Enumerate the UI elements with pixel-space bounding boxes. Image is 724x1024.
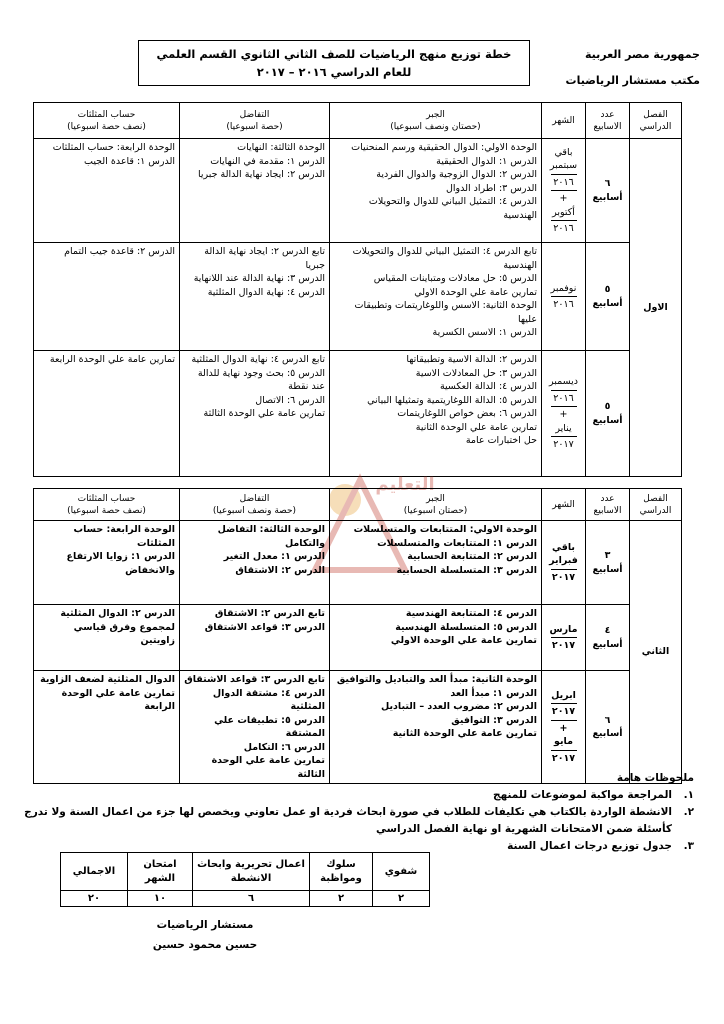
lesson-line: الوحدة الاولي: المتتابعات والمتسلسلات xyxy=(353,524,537,535)
col-weeks: عدد الاسابيع xyxy=(586,489,630,521)
month-name: يناير xyxy=(555,422,572,434)
lesson-line: الدرس ١: الدوال الحقيقية xyxy=(436,155,537,167)
grade-header: امتحان الشهر xyxy=(128,853,193,891)
lesson-line: الدرس ١: الاسس الكسرية xyxy=(432,327,537,338)
title-box xyxy=(138,40,530,86)
calculus-cell xyxy=(180,521,330,605)
col-semester: الفصل الدراسي xyxy=(630,103,682,139)
divider xyxy=(551,220,577,221)
weeks-number: ٦ xyxy=(604,714,611,726)
month-cell xyxy=(542,243,586,351)
lesson-line: الوحدة الثانية: الاسس واللوغاريتمات وتطبيقات عليها xyxy=(354,300,537,325)
weeks-cell xyxy=(586,521,630,605)
weeks-cell xyxy=(586,351,630,477)
month-name: باقي فبراير xyxy=(549,541,578,567)
lesson-line: تمارين عامة علي الوحدة الاولي xyxy=(414,286,537,298)
weeks-cell xyxy=(586,605,630,671)
divider xyxy=(551,569,577,570)
weeks-number: ٥ xyxy=(604,401,611,412)
lesson-line: الوحدة الرابعة: حساب المثلثات xyxy=(73,524,175,549)
lesson-line: الدرس ١: مقدمة في النهايات xyxy=(210,155,325,167)
grade-header: الاجمالي xyxy=(61,853,128,891)
calculus-cell xyxy=(180,605,330,671)
lesson-line: تمارين عامة علي الوحدة الاولي xyxy=(390,635,537,646)
divider xyxy=(551,703,577,704)
lesson-line: الدرس ٤: المتتابعة الهندسية xyxy=(405,608,537,619)
algebra-cell xyxy=(330,351,542,477)
grades-values-row xyxy=(61,891,430,907)
plus-sign: + xyxy=(559,193,568,204)
grades-table xyxy=(60,852,430,907)
lesson-line: الدرس ١: زوايا الارتفاع والانخفاض xyxy=(66,551,175,576)
calculus-cell xyxy=(180,671,330,784)
plan-row xyxy=(34,139,682,243)
month-name: ديسمبر xyxy=(549,376,578,388)
algebra-cell xyxy=(330,139,542,243)
col-trig: حساب المثلثات (نصف حصة اسبوعيا) xyxy=(34,489,180,521)
lesson-line: الوحدة الثانية: مبدأ العد والتباديل والتوافيق xyxy=(336,674,537,685)
lesson-line: الدرس ٣: قواعد الاشتقاق xyxy=(204,621,325,633)
lesson-line: تمارين عامة علي الوحدة الثالثة xyxy=(211,755,325,780)
lesson-line: الدرس ٤: نهاية الدوال المثلثية xyxy=(207,286,325,298)
col-calculus: التفاضل (حصة ونصف اسبوعيا) xyxy=(180,489,330,521)
lesson-line: الوحدة الثالثة: التفاضل والتكامل xyxy=(217,524,325,549)
trig-cell xyxy=(34,671,180,784)
col-algebra: الجبر (حصتان اسبوعيا) xyxy=(330,489,542,521)
lesson-line: تابع الدرس ٢: الاشتقاق xyxy=(214,608,325,619)
weeks-label: أسابيع xyxy=(592,414,623,426)
semester-cell: الاول xyxy=(630,139,682,477)
calculus-cell xyxy=(180,139,330,243)
header-org xyxy=(540,42,700,94)
grade-header: سلوك ومواظبة xyxy=(310,853,373,891)
weeks-number: ٥ xyxy=(604,284,611,295)
month-cell xyxy=(542,671,586,784)
weeks-label: أسابيع xyxy=(592,728,623,739)
doc-year: للعام الدراسي ٢٠١٦ – ٢٠١٧ xyxy=(256,65,412,79)
lesson-line: الدرس ٦: التكامل xyxy=(243,741,325,753)
lesson-line: الوحدة الاولي: الدوال الحقيقية ورسم المنحنيات xyxy=(351,142,537,153)
notes-title: ملحوظات هامة xyxy=(616,772,694,784)
doc-title: خطة توزيع منهج الرياضيات للصف الثاني الثانوي القسم العلمي xyxy=(156,47,512,61)
col-weeks: عدد الاسابيع xyxy=(586,103,630,139)
lesson-line: الدرس ٤: مشتقة الدوال المثلثية xyxy=(212,687,325,712)
grade-value: ٢ xyxy=(373,891,430,907)
note-item: ٣. جدول توزيع درجات اعمال السنة xyxy=(507,840,694,852)
lesson-line: الدوال المثلثية لضعف الزاوية xyxy=(40,674,175,685)
grade-value: ٦ xyxy=(193,891,310,907)
plan-row xyxy=(34,243,682,351)
month-name: ابريل xyxy=(551,689,576,701)
month-year: ٢٠١٧ xyxy=(551,640,576,651)
lesson-line: الدرس ٢: الاشتقاق xyxy=(235,564,325,576)
lesson-line: تابع الدرس ٤: نهاية الدوال المثلثية xyxy=(191,354,325,365)
lesson-line: الدرس ٢: الدوال المثلثية لمجموع وفرق قياسي زاويتين xyxy=(60,608,175,646)
month-cell xyxy=(542,351,586,477)
col-calculus: التفاضل (حصة اسبوعيا) xyxy=(180,103,330,139)
lesson-line: الدرس ٥: بحث وجود نهاية للدالة عند نقطة xyxy=(197,367,325,392)
lesson-line: الدرس ٣: حل المعادلات الاسية xyxy=(415,367,537,379)
divider xyxy=(551,190,577,191)
month-year: ٢٠١٦ xyxy=(553,299,574,310)
second-semester-table xyxy=(33,488,682,784)
lesson-line: الدرس ٢: المتتابعة الحسابية xyxy=(407,551,537,562)
grade-header: شفوي xyxy=(373,853,430,891)
weeks-number: ٤ xyxy=(604,625,611,636)
divider xyxy=(551,436,577,437)
month-year: ٢٠١٦ xyxy=(553,176,574,188)
notes-section xyxy=(24,770,694,855)
algebra-cell xyxy=(330,605,542,671)
office-name: مكتب مستشار الرياضيات xyxy=(565,74,700,87)
lesson-line: الدرس ١: المتتابعات والمتسلسلات xyxy=(377,537,537,549)
divider xyxy=(551,390,577,391)
month-name: نوفمبر xyxy=(550,282,577,294)
grade-value: ٢ xyxy=(310,891,373,907)
algebra-cell xyxy=(330,521,542,605)
lesson-line: الدرس ٢: الدالة الاسية وتطبيقاتها xyxy=(406,354,537,365)
lesson-line: الوحدة الرابعة: حساب المثلثات xyxy=(52,142,175,153)
lesson-line: الدرس ٢: الدوال الزوجية والدوال الفردية xyxy=(376,169,537,180)
weeks-label: أسابيع xyxy=(592,638,623,650)
plan-row xyxy=(34,605,682,671)
weeks-number: ٦ xyxy=(604,178,611,189)
lesson-line: الدرس ٥: تطبيقات علي المشتقة xyxy=(214,714,325,739)
lesson-line: الدرس ٥: حل معادلات ومتباينات المقياس xyxy=(373,273,537,284)
month-year: ٢٠١٧ xyxy=(551,752,576,764)
month-year: ٢٠١٧ xyxy=(551,706,576,718)
month-name: باقي سبتمبر xyxy=(549,146,578,171)
lesson-line: الدرس ٥: الدالة اللوغاريتمية وتمثيلها البياني xyxy=(367,394,537,406)
divider xyxy=(551,720,577,721)
weeks-label: أسابيع xyxy=(592,297,623,309)
lesson-line: الدرس ٣: اطراد الدوال xyxy=(445,182,537,194)
weeks-label: أسابيع xyxy=(592,191,623,203)
country-name: جمهورية مصر العربية xyxy=(585,48,700,61)
lesson-line: الدرس ٣: التوافيق xyxy=(451,714,537,726)
calculus-cell xyxy=(180,243,330,351)
first-semester-table xyxy=(33,102,682,477)
lesson-line: الدرس ١: معدل التغير xyxy=(223,551,325,562)
lesson-line: تمارين عامة علي الوحدة الرابعة xyxy=(61,687,175,712)
lesson-line: الدرس ٢: قاعدة جيب التمام xyxy=(64,246,175,257)
grades-header-row xyxy=(61,853,430,891)
weeks-cell xyxy=(586,243,630,351)
lesson-line: حل اختبارات عامة xyxy=(465,435,537,446)
plan-row xyxy=(34,671,682,784)
semester-cell: الثاني xyxy=(630,521,682,784)
trig-cell xyxy=(34,605,180,671)
weeks-label: أسابيع xyxy=(592,563,623,575)
t2-body xyxy=(34,521,682,784)
signature-block xyxy=(140,915,270,955)
lesson-line: تمارين عامة علي الوحدة الثانية xyxy=(415,421,537,433)
divider xyxy=(551,406,577,407)
lesson-line: الدرس ٢: مضروب العدد – التباديل xyxy=(380,701,537,712)
month-year: ٢٠١٦ xyxy=(553,392,574,404)
grade-value: ١٠ xyxy=(128,891,193,907)
col-month: الشهر xyxy=(542,103,586,139)
month-cell xyxy=(542,605,586,671)
lesson-line: الدرس ٢: ايجاد نهاية الدالة جبريا xyxy=(198,169,325,180)
plan-row xyxy=(34,351,682,477)
algebra-cell xyxy=(330,671,542,784)
lesson-line: الدرس ٦: الاتصال xyxy=(255,394,325,406)
lesson-line: تابع الدرس ٢: ايجاد نهاية الدالة جبريا xyxy=(204,246,325,271)
trig-cell xyxy=(34,139,180,243)
trig-cell xyxy=(34,521,180,605)
month-name: مارس xyxy=(549,623,578,635)
col-month: الشهر xyxy=(542,489,586,521)
divider xyxy=(551,637,577,638)
t1-body xyxy=(34,139,682,477)
lesson-line: الوحدة الثالثة: النهايات xyxy=(237,142,325,153)
divider xyxy=(551,750,577,751)
lesson-line: الدرس ١: مبدأ العد xyxy=(450,687,537,699)
grade-value: ٢٠ xyxy=(61,891,128,907)
lesson-line: تابع الدرس ٣: قواعد الاشتقاق xyxy=(184,674,325,685)
lesson-line: الدرس ٣: نهاية الدالة عند اللانهاية xyxy=(193,273,325,284)
note-item: ١. المراجعة مواكبة لموضوعات للمنهج xyxy=(493,789,694,801)
weeks-cell xyxy=(586,671,630,784)
lesson-line: تمارين عامة علي الوحدة الثانية xyxy=(392,728,537,739)
month-name: أكتوبر xyxy=(552,206,575,218)
lesson-line: الدرس ٦: بعض خواص اللوغاريتمات xyxy=(397,408,537,419)
col-trig: حساب المثلثات (نصف حصة اسبوعيا) xyxy=(34,103,180,139)
trig-cell xyxy=(34,351,180,477)
plus-sign: + xyxy=(559,409,568,421)
lesson-line: تمارين عامة علي الوحدة الرابعة xyxy=(49,354,175,365)
lesson-line: تمارين عامة علي الوحدة الثالثة xyxy=(203,408,325,419)
calculus-cell xyxy=(180,351,330,477)
lesson-line: الدرس ١: قاعدة الجيب xyxy=(83,155,175,167)
lesson-line: الدرس ٤: الدالة العكسية xyxy=(439,381,537,392)
grade-header: اعمال تحريرية وابحاث الانشطة xyxy=(193,853,310,891)
divider xyxy=(551,174,577,175)
lesson-line: الدرس ٣: المتسلسلة الحسابية xyxy=(396,564,537,576)
trig-cell xyxy=(34,243,180,351)
lesson-line: الدرس ٥: المتسلسلة الهندسية xyxy=(395,621,537,633)
month-cell xyxy=(542,139,586,243)
lesson-line: تابع الدرس ٤: التمثيل البياني للدوال والتحويلات الهندسية xyxy=(352,246,537,271)
algebra-cell xyxy=(330,243,542,351)
watermark-text: التعليم xyxy=(375,474,435,495)
plan-row xyxy=(34,521,682,605)
signature-name: حسين محمود حسين xyxy=(152,939,258,951)
plus-sign: + xyxy=(559,722,568,734)
col-semester: الفصل الدراسي xyxy=(630,489,682,521)
weeks-number: ٣ xyxy=(604,550,611,561)
month-year: ٢٠١٧ xyxy=(553,439,574,451)
month-year: ٢٠١٦ xyxy=(553,223,574,234)
signature-title: مستشار الرياضيات xyxy=(156,919,254,931)
weeks-cell xyxy=(586,139,630,243)
month-name: مايو xyxy=(554,736,573,748)
col-algebra: الجبر (حصتان ونصف اسبوعيا) xyxy=(330,103,542,139)
month-cell xyxy=(542,521,586,605)
divider xyxy=(551,296,577,297)
note-item: ٢. الانشطة الواردة بالكتاب هي تكليفات للطلاب في صورة ابحاث فردية او عمل تعاوني ويخصص لها جزء من اعمال السنة ولا تدرج كأسئلة ضمن الامتحانات الشهرية او نهاية الفصل الدراسي xyxy=(24,806,694,835)
lesson-line: الدرس ٤: التمثيل البياني للدوال والتحويلات الهندسية xyxy=(368,196,537,221)
month-year: ٢٠١٧ xyxy=(551,571,576,583)
